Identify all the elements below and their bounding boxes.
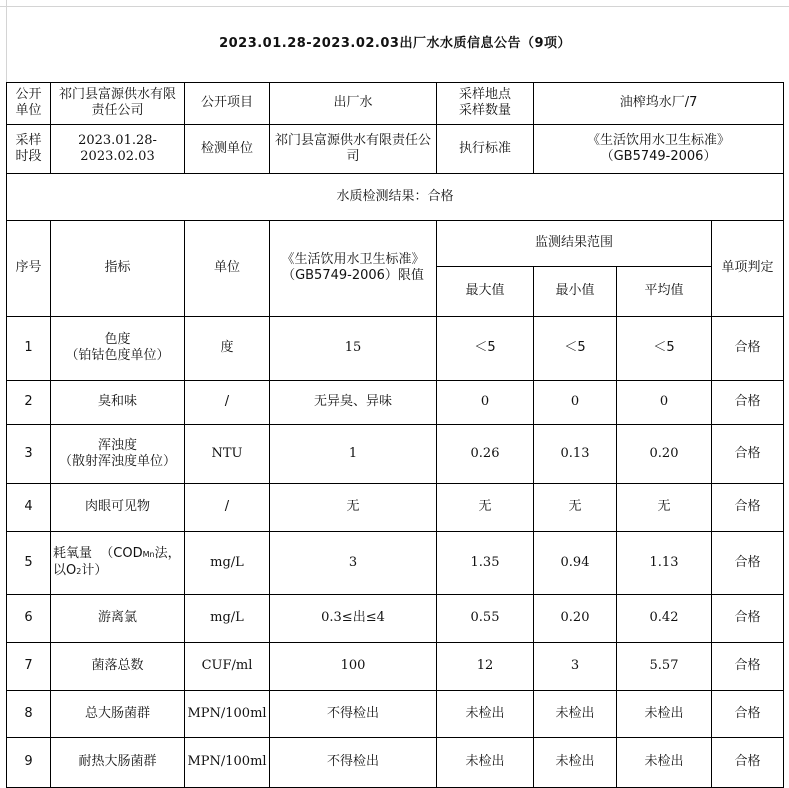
row-max[interactable]: 无 bbox=[437, 483, 534, 531]
header-no[interactable]: 序号 bbox=[7, 220, 51, 316]
row-limit[interactable]: 15 bbox=[270, 316, 437, 380]
header-min[interactable]: 最小值 bbox=[534, 266, 617, 316]
header-unit[interactable]: 单位 bbox=[185, 220, 270, 316]
row-verdict[interactable]: 合格 bbox=[712, 737, 784, 787]
row-indicator-sub-2: 2 bbox=[76, 566, 82, 576]
table-row bbox=[7, 642, 784, 690]
row-indicator[interactable] bbox=[51, 531, 185, 594]
row-max[interactable]: 未检出 bbox=[437, 737, 534, 787]
row-verdict[interactable]: 合格 bbox=[712, 690, 784, 737]
row-indicator[interactable]: 浑浊度 （散射浑浊度单位） bbox=[51, 424, 185, 483]
row-avg[interactable]: 0.42 bbox=[617, 594, 712, 642]
row-avg[interactable]: 未检出 bbox=[617, 690, 712, 737]
publisher-value[interactable]: 祁门县富源供水有限责任公司 bbox=[51, 82, 185, 124]
row-verdict[interactable]: 合格 bbox=[712, 531, 784, 594]
row-min[interactable]: 0 bbox=[534, 380, 617, 424]
row-indicator-note-2a: 以O bbox=[53, 562, 77, 578]
row-indicator[interactable]: 耐热大肠菌群 bbox=[51, 737, 185, 787]
row-verdict[interactable]: 合格 bbox=[712, 316, 784, 380]
row-max[interactable]: 0.26 bbox=[437, 424, 534, 483]
table-row bbox=[7, 380, 784, 424]
row-no[interactable]: 6 bbox=[7, 594, 51, 642]
row-avg[interactable]: 1.13 bbox=[617, 531, 712, 594]
row-unit[interactable]: / bbox=[185, 483, 270, 531]
table-row bbox=[7, 531, 784, 594]
row-unit[interactable]: mg/L bbox=[185, 594, 270, 642]
standard-label[interactable]: 执行标准 bbox=[437, 124, 534, 173]
publisher-label[interactable]: 公开 单位 bbox=[7, 82, 51, 124]
row-min[interactable]: 0.13 bbox=[534, 424, 617, 483]
row-min[interactable]: 无 bbox=[534, 483, 617, 531]
title-row bbox=[7, 6, 784, 82]
row-no[interactable]: 3 bbox=[7, 424, 51, 483]
row-indicator-name: 耗氧量 bbox=[53, 545, 93, 561]
info-row-2 bbox=[7, 124, 784, 173]
row-limit[interactable]: 不得检出 bbox=[270, 737, 437, 787]
row-min[interactable]: 0.20 bbox=[534, 594, 617, 642]
row-unit[interactable]: MPN/100ml bbox=[185, 737, 270, 787]
row-avg[interactable]: 5.57 bbox=[617, 642, 712, 690]
row-max[interactable]: ＜5 bbox=[437, 316, 534, 380]
row-indicator[interactable]: 总大肠菌群 bbox=[51, 690, 185, 737]
row-min[interactable]: 0.94 bbox=[534, 531, 617, 594]
lab-value[interactable]: 祁门县富源供水有限责任公司 bbox=[270, 124, 437, 173]
row-no[interactable]: 9 bbox=[7, 737, 51, 787]
lab-label[interactable]: 检测单位 bbox=[185, 124, 270, 173]
table-row bbox=[7, 594, 784, 642]
row-limit[interactable]: 不得检出 bbox=[270, 690, 437, 737]
row-verdict[interactable]: 合格 bbox=[712, 424, 784, 483]
row-indicator-note-2b: 计） bbox=[81, 562, 108, 578]
row-avg[interactable]: 无 bbox=[617, 483, 712, 531]
row-max[interactable]: 0 bbox=[437, 380, 534, 424]
row-unit[interactable]: mg/L bbox=[185, 531, 270, 594]
standard-value[interactable]: 《生活饮用水卫生标准》 （GB5749-2006） bbox=[534, 124, 784, 173]
row-avg[interactable]: 0.20 bbox=[617, 424, 712, 483]
row-verdict[interactable]: 合格 bbox=[712, 380, 784, 424]
row-limit[interactable]: 100 bbox=[270, 642, 437, 690]
table-row bbox=[7, 737, 784, 787]
item-value[interactable]: 出厂水 bbox=[270, 82, 437, 124]
row-indicator[interactable]: 菌落总数 bbox=[51, 642, 185, 690]
item-label[interactable]: 公开项目 bbox=[185, 82, 270, 124]
row-no[interactable]: 8 bbox=[7, 690, 51, 737]
site-label[interactable]: 采样地点 采样数量 bbox=[437, 82, 534, 124]
row-limit[interactable]: 无异臭、异味 bbox=[270, 380, 437, 424]
row-verdict[interactable]: 合格 bbox=[712, 594, 784, 642]
row-indicator-note-mid: 法， bbox=[154, 545, 181, 561]
period-value[interactable]: 2023.01.28-2023.02.03 bbox=[51, 124, 185, 173]
row-no[interactable]: 7 bbox=[7, 642, 51, 690]
header-limit[interactable]: 《生活饮用水卫生标准》 （GB5749-2006）限值 bbox=[270, 220, 437, 316]
row-verdict[interactable]: 合格 bbox=[712, 483, 784, 531]
row-indicator[interactable]: 肉眼可见物 bbox=[51, 483, 185, 531]
table-row bbox=[7, 483, 784, 531]
row-min[interactable]: 3 bbox=[534, 642, 617, 690]
row-avg[interactable]: 未检出 bbox=[617, 737, 712, 787]
water-quality-table bbox=[6, 6, 784, 788]
header-avg[interactable]: 平均值 bbox=[617, 266, 712, 316]
info-row-1 bbox=[7, 82, 784, 124]
row-max[interactable]: 未检出 bbox=[437, 690, 534, 737]
row-indicator[interactable]: 游离氯 bbox=[51, 594, 185, 642]
header-range[interactable]: 监测结果范围 bbox=[437, 220, 712, 266]
row-avg[interactable]: ＜5 bbox=[617, 316, 712, 380]
row-limit[interactable]: 无 bbox=[270, 483, 437, 531]
row-no[interactable]: 2 bbox=[7, 380, 51, 424]
row-limit[interactable]: 0.3≤出≤4 bbox=[270, 594, 437, 642]
row-min[interactable]: 未检出 bbox=[534, 737, 617, 787]
table-row bbox=[7, 690, 784, 737]
row-unit[interactable]: / bbox=[185, 380, 270, 424]
row-avg[interactable]: 0 bbox=[617, 380, 712, 424]
row-unit[interactable]: NTU bbox=[185, 424, 270, 483]
header-max[interactable]: 最大值 bbox=[437, 266, 534, 316]
row-indicator[interactable]: 色度 （铂钴色度单位） bbox=[51, 316, 185, 380]
row-limit[interactable]: 3 bbox=[270, 531, 437, 594]
site-value[interactable]: 油榨坞水厂/7 bbox=[534, 82, 784, 124]
table-row bbox=[7, 316, 784, 380]
summary-row bbox=[7, 173, 784, 220]
row-indicator-sub-mn: Mn bbox=[142, 549, 155, 559]
row-no[interactable]: 5 bbox=[7, 531, 51, 594]
row-indicator-note-open: （COD bbox=[100, 545, 143, 561]
period-label[interactable]: 采样 时段 bbox=[7, 124, 51, 173]
row-unit[interactable]: CUF/ml bbox=[185, 642, 270, 690]
row-indicator[interactable]: 臭和味 bbox=[51, 380, 185, 424]
row-max[interactable]: 12 bbox=[437, 642, 534, 690]
header-indicator[interactable]: 指标 bbox=[51, 220, 185, 316]
header-row-1 bbox=[7, 220, 784, 266]
row-unit[interactable]: 度 bbox=[185, 316, 270, 380]
row-limit[interactable]: 1 bbox=[270, 424, 437, 483]
row-unit[interactable]: MPN/100ml bbox=[185, 690, 270, 737]
row-no[interactable]: 4 bbox=[7, 483, 51, 531]
header-verdict[interactable]: 单项判定 bbox=[712, 220, 784, 316]
result-summary[interactable]: 水质检测结果：合格 bbox=[7, 173, 784, 220]
table-row bbox=[7, 424, 784, 483]
page-title[interactable]: 2023.01.28-2023.02.03出厂水水质信息公告（9项） bbox=[7, 6, 784, 82]
row-max[interactable]: 0.55 bbox=[437, 594, 534, 642]
row-min[interactable]: 未检出 bbox=[534, 690, 617, 737]
row-verdict[interactable]: 合格 bbox=[712, 642, 784, 690]
row-min[interactable]: ＜5 bbox=[534, 316, 617, 380]
row-no[interactable]: 1 bbox=[7, 316, 51, 380]
row-max[interactable]: 1.35 bbox=[437, 531, 534, 594]
